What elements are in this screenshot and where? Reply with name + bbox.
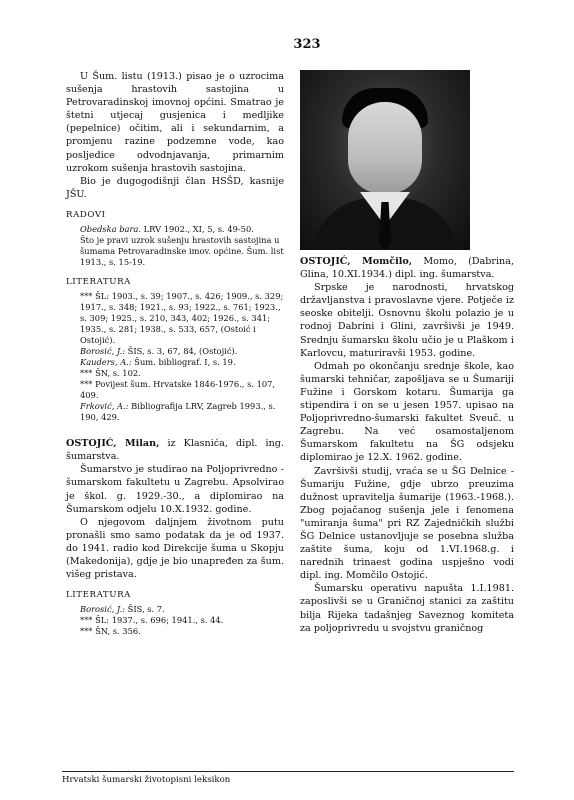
portrait-photo (300, 70, 470, 250)
entry-momcilo-paragraph-4: Šumarsku operativu napušta 1.I.1981. zaposlivši se u Graničnoj stanici za zaštitu bilja Rijeka tadašnjeg Saveznog komiteta za poljoprivredu u svojstvu graničnog (300, 583, 514, 634)
literatura2-list (66, 604, 284, 637)
left-column (66, 70, 284, 637)
literatura-item: *** ŠN, s. 102. (80, 368, 141, 379)
intro-paragraph-2: Bio je dugogodišnji član HSŠD, kasnije JŠU. (66, 175, 284, 200)
entry-momcilo-paragraph-3: Završivši studij, vraća se u ŠG Delnice - Šumariju Fužine, gdje ubrzo preuzima dužnost upravitelja šumarije (1963.-1968.). Zbog pojačanog sušenja jele i fenomena "umiranja šuma" pri RZ Zajedničkih službi ŠG Delnice ustanovljuje se posebna služba zaštite šuma, koju od 1.VI.1968.g. i narednih trinaest godina uspješno vodi dipl. ing. Momčilo Ostojić. (300, 465, 514, 582)
entry-milan-paragraph-1: Šumarstvo je studirao na Poljoprivredno - šumarskom fakultetu u Zagrebu. Apsolvirao je škol. g. 1929.-30., a diplomirao na Šumarskom odjelu 10.X.1932. godine. (66, 464, 284, 515)
entry-momcilo-paragraph-2: Odmah po okončanju srednje škole, kao šumarski tehničar, zapošljava se u Šumariji Fužine i Gorskom kotaru. Šumarija ga stipendira i on se u jesen 1957. upisao na Poljoprivredno-šumarski fakultet Sveuč. u Zagrebu. Na već osamostaljenom Šumarskom fakultetu na ŠG odsjeku diplomirao je 12.X. 1962. godine. (300, 360, 514, 464)
entry-momcilo-heading: OSTOJIĆ, Momčilo, Momo, (Dabrina, Glina, 10.XI.1934.) dipl. ing. šumarstva. (300, 256, 514, 281)
radovi-list (66, 224, 284, 268)
literatura2-item: *** ŠN, s. 356. (80, 626, 141, 637)
intro-paragraph-1: U Šum. listu (1913.) pisao je o uzrocima sušenja hrastovih sastojina u Petrovaradinskoj imovnoj općini. Smatrao je štetni utjecaj gusjenica i medljike (pepelnice) očitim, ali i sekundarnim, a promjenu razine podzemne vode, kao posljedice odvodnjavanja, primarnim uzrokom sušenja hrastovih sastojina. (66, 71, 284, 174)
literatura-item: *** ŠL: 1903., s. 39; 1907., s. 426; 1909., s. 329; 1917., s. 348; 1921., s. 93; 1922., s. 761; 1923., s. 309; 1925., s. 210, 343, 402; 1926., s. 341; 1935., s. 281; 1938., s. 533, 657, (Ostoić i Ostojić). (80, 291, 284, 346)
entry-milan-heading: OSTOJIĆ, Milan, iz Klasnića, dipl. ing. šumarstva. (66, 438, 284, 463)
entry-momcilo-paragraph-1: Srpske je narodnosti, hrvatskog državljanstva i pravoslavne vjere. Potječe iz seoske obitelji. Osnovnu školu polazio je u rodnoj Dabrini i Glini, završivši je 1949. Srednju šumarsku školu učio je u Plaškom i Karlovcu, maturiravši 1953. godine. (300, 282, 514, 359)
right-column (300, 255, 514, 635)
literatura-item: *** Povijest šum. Hrvatske 1846-1976., s. 107, 409. (80, 379, 276, 401)
literatura2-item: *** ŠL: 1937., s. 696; 1941., s. 44. (80, 615, 224, 626)
literatura2-heading: LITERATURA (66, 590, 131, 601)
literatura-item: Kauders, A.: Šum. bibliograf. I, s. 19. (80, 357, 236, 368)
literatura2-item: Borosić, J.: ŠIS, s. 7. (80, 604, 165, 615)
literatura-heading: LITERATURA (66, 277, 131, 288)
footer-divider (62, 771, 514, 772)
radovi-heading: RADOVI (66, 209, 106, 220)
radovi-item: Što je pravi uzrok sušenju hrastovih sastojina u šumama Petrovaradinske imov. općine. Šum. list 1913., s. 15-19. (80, 235, 284, 268)
literatura-item: Borosić, J.: ŠIS, s. 3, 67, 84, (Ostojić). (80, 346, 238, 357)
radovi-item: Obedska bara. LRV 1902., XI, 5, s. 49-50. (80, 224, 254, 235)
footer-text: Hrvatski šumarski životopisni leksikon (62, 775, 231, 785)
literatura-list (66, 291, 284, 423)
entry-milan-paragraph-2: O njegovom daljnjem životnom putu pronašli smo samo podatak da je od 1937. do 1941. radio kod Direkcije šuma u Skopju (Makedonija), gdje je bio unapređen za šum. višeg pristava. (66, 516, 284, 581)
literatura-item: Frković, A.: Bibliografija LRV, Zagreb 1993., s. 190, 429. (80, 401, 276, 423)
page-number: 323 (293, 37, 321, 52)
